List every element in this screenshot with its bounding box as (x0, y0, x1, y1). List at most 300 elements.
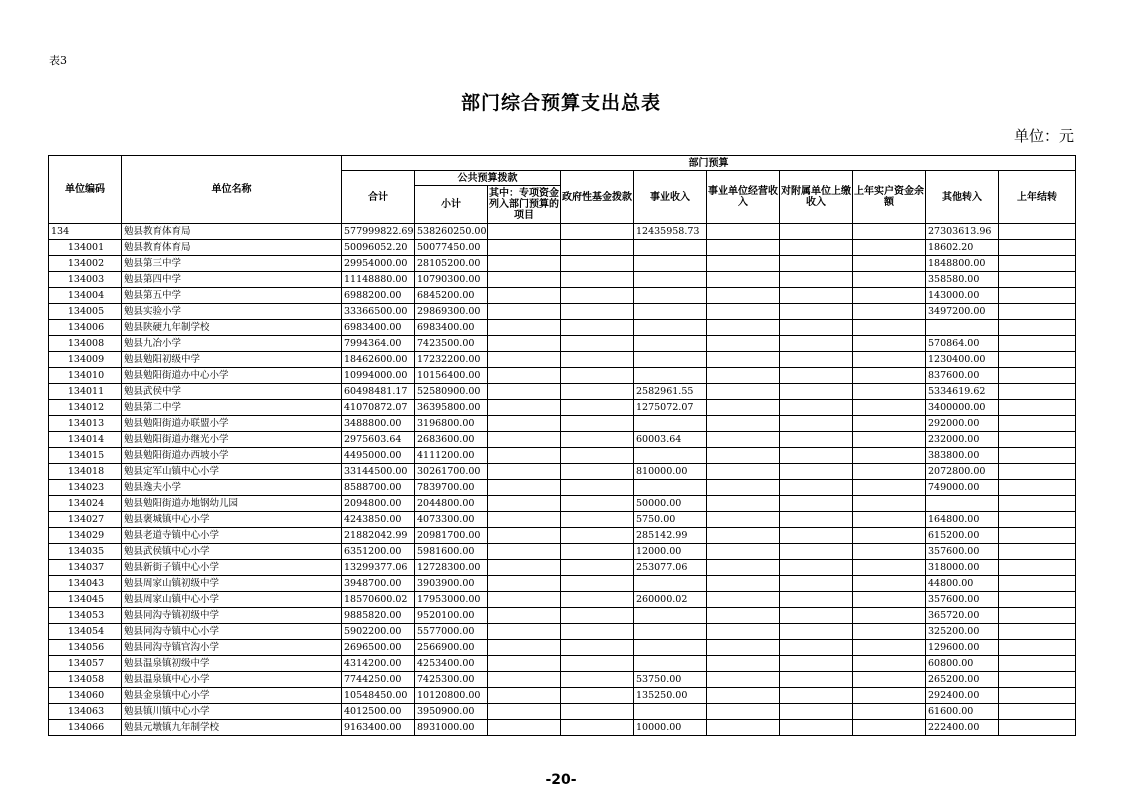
cell-other-transfer: 749000.00 (926, 480, 999, 496)
cell-operating-income (707, 400, 780, 416)
cell-special-fund (488, 528, 561, 544)
table-row (49, 448, 1076, 464)
cell-business-income (634, 304, 707, 320)
cell-business-income (634, 480, 707, 496)
cell-subordinate-income (780, 720, 853, 736)
cell-total: 8588700.00 (342, 480, 415, 496)
table-row (49, 608, 1076, 624)
cell-subtotal: 5981600.00 (415, 544, 488, 560)
cell-name: 勉县镇川镇中心小学 (122, 704, 342, 720)
cell-name: 勉县教育体育局 (122, 224, 342, 240)
cell-prior-balance (853, 496, 926, 512)
header-subordinate-income: 对附属单位上缴收入 (780, 171, 853, 224)
cell-subtotal: 29869300.00 (415, 304, 488, 320)
cell-gov-fund (561, 592, 634, 608)
cell-total: 33366500.00 (342, 304, 415, 320)
cell-operating-income (707, 352, 780, 368)
budget-table (48, 155, 1076, 736)
cell-name: 勉县九冶小学 (122, 336, 342, 352)
cell-prior-balance (853, 528, 926, 544)
table-row (49, 720, 1076, 736)
cell-prior-balance (853, 256, 926, 272)
cell-code: 134005 (49, 304, 122, 320)
cell-prior-carryover (999, 512, 1076, 528)
cell-total: 18570600.02 (342, 592, 415, 608)
cell-special-fund (488, 240, 561, 256)
cell-subordinate-income (780, 368, 853, 384)
cell-code: 134058 (49, 672, 122, 688)
table-row (49, 384, 1076, 400)
cell-gov-fund (561, 240, 634, 256)
cell-code: 134060 (49, 688, 122, 704)
cell-other-transfer: 164800.00 (926, 512, 999, 528)
cell-subtotal: 3196800.00 (415, 416, 488, 432)
table-row (49, 672, 1076, 688)
table-row (49, 496, 1076, 512)
cell-prior-carryover (999, 624, 1076, 640)
cell-gov-fund (561, 576, 634, 592)
table-row (49, 512, 1076, 528)
cell-subtotal: 6983400.00 (415, 320, 488, 336)
cell-prior-balance (853, 464, 926, 480)
cell-subordinate-income (780, 576, 853, 592)
cell-subtotal: 20981700.00 (415, 528, 488, 544)
cell-total: 6351200.00 (342, 544, 415, 560)
cell-special-fund (488, 368, 561, 384)
cell-subtotal: 5577000.00 (415, 624, 488, 640)
cell-prior-balance (853, 544, 926, 560)
cell-prior-carryover (999, 432, 1076, 448)
cell-name: 勉县勉阳街道办地钢幼儿园 (122, 496, 342, 512)
header-other-transfer: 其他转入 (926, 171, 999, 224)
cell-other-transfer: 383800.00 (926, 448, 999, 464)
cell-prior-carryover (999, 640, 1076, 656)
cell-special-fund (488, 256, 561, 272)
header-total: 合计 (342, 171, 415, 224)
cell-gov-fund (561, 544, 634, 560)
cell-subordinate-income (780, 400, 853, 416)
cell-name: 勉县第五中学 (122, 288, 342, 304)
cell-business-income (634, 656, 707, 672)
cell-gov-fund (561, 336, 634, 352)
cell-prior-balance (853, 352, 926, 368)
cell-subordinate-income (780, 352, 853, 368)
cell-name: 勉县新街子镇中心小学 (122, 560, 342, 576)
cell-subtotal: 10156400.00 (415, 368, 488, 384)
cell-prior-carryover (999, 352, 1076, 368)
cell-prior-balance (853, 304, 926, 320)
cell-operating-income (707, 672, 780, 688)
cell-name: 勉县勉阳街道办中心小学 (122, 368, 342, 384)
header-prior-balance: 上年实户资金余额 (853, 171, 926, 224)
cell-special-fund (488, 704, 561, 720)
cell-prior-carryover (999, 400, 1076, 416)
cell-code: 134 (49, 224, 122, 240)
cell-subtotal: 4253400.00 (415, 656, 488, 672)
cell-business-income: 5750.00 (634, 512, 707, 528)
cell-prior-balance (853, 336, 926, 352)
cell-operating-income (707, 656, 780, 672)
cell-code: 134018 (49, 464, 122, 480)
cell-business-income (634, 576, 707, 592)
cell-gov-fund (561, 224, 634, 240)
cell-total: 7994364.00 (342, 336, 415, 352)
cell-special-fund (488, 336, 561, 352)
cell-gov-fund (561, 272, 634, 288)
cell-code: 134006 (49, 320, 122, 336)
cell-operating-income (707, 624, 780, 640)
cell-other-transfer: 1230400.00 (926, 352, 999, 368)
table-row (49, 624, 1076, 640)
cell-special-fund (488, 384, 561, 400)
cell-code: 134056 (49, 640, 122, 656)
cell-business-income: 53750.00 (634, 672, 707, 688)
cell-operating-income (707, 240, 780, 256)
cell-name: 勉县武侯镇中心小学 (122, 544, 342, 560)
cell-operating-income (707, 688, 780, 704)
cell-code: 134024 (49, 496, 122, 512)
cell-business-income: 285142.99 (634, 528, 707, 544)
cell-prior-carryover (999, 720, 1076, 736)
cell-prior-carryover (999, 608, 1076, 624)
cell-prior-balance (853, 608, 926, 624)
cell-subordinate-income (780, 272, 853, 288)
cell-special-fund (488, 672, 561, 688)
cell-subtotal: 52580900.00 (415, 384, 488, 400)
cell-name: 勉县温泉镇中心小学 (122, 672, 342, 688)
table-row (49, 528, 1076, 544)
cell-other-transfer: 44800.00 (926, 576, 999, 592)
cell-code: 134043 (49, 576, 122, 592)
cell-total: 2975603.64 (342, 432, 415, 448)
cell-gov-fund (561, 640, 634, 656)
cell-prior-balance (853, 400, 926, 416)
cell-special-fund (488, 400, 561, 416)
cell-subtotal: 10120800.00 (415, 688, 488, 704)
cell-operating-income (707, 560, 780, 576)
cell-business-income (634, 704, 707, 720)
cell-special-fund (488, 576, 561, 592)
cell-total: 2094800.00 (342, 496, 415, 512)
cell-total: 11148880.00 (342, 272, 415, 288)
cell-prior-carryover (999, 688, 1076, 704)
cell-operating-income (707, 368, 780, 384)
cell-total: 6988200.00 (342, 288, 415, 304)
table-row (49, 640, 1076, 656)
cell-special-fund (488, 496, 561, 512)
cell-business-income: 12435958.73 (634, 224, 707, 240)
cell-business-income: 810000.00 (634, 464, 707, 480)
cell-total: 4495000.00 (342, 448, 415, 464)
cell-special-fund (488, 480, 561, 496)
cell-gov-fund (561, 416, 634, 432)
cell-special-fund (488, 512, 561, 528)
cell-operating-income (707, 448, 780, 464)
cell-total: 3488800.00 (342, 416, 415, 432)
cell-other-transfer: 5334619.62 (926, 384, 999, 400)
cell-subtotal: 4073300.00 (415, 512, 488, 528)
cell-prior-balance (853, 512, 926, 528)
table-row (49, 256, 1076, 272)
cell-special-fund (488, 320, 561, 336)
cell-business-income: 60003.64 (634, 432, 707, 448)
cell-name: 勉县陕硬九年制学校 (122, 320, 342, 336)
cell-name: 勉县勉阳街道办联盟小学 (122, 416, 342, 432)
cell-prior-balance (853, 560, 926, 576)
header-operating-income: 事业单位经营收入 (707, 171, 780, 224)
cell-code: 134045 (49, 592, 122, 608)
header-name: 单位名称 (122, 156, 342, 224)
cell-business-income: 10000.00 (634, 720, 707, 736)
cell-other-transfer: 357600.00 (926, 592, 999, 608)
cell-code: 134008 (49, 336, 122, 352)
cell-prior-balance (853, 640, 926, 656)
cell-gov-fund (561, 512, 634, 528)
cell-total: 10994000.00 (342, 368, 415, 384)
table-row (49, 464, 1076, 480)
cell-total: 3948700.00 (342, 576, 415, 592)
cell-subordinate-income (780, 256, 853, 272)
cell-business-income (634, 240, 707, 256)
cell-other-transfer: 143000.00 (926, 288, 999, 304)
cell-operating-income (707, 416, 780, 432)
cell-subordinate-income (780, 432, 853, 448)
cell-gov-fund (561, 656, 634, 672)
cell-business-income: 1275072.07 (634, 400, 707, 416)
cell-prior-balance (853, 384, 926, 400)
cell-subordinate-income (780, 512, 853, 528)
cell-name: 勉县第二中学 (122, 400, 342, 416)
cell-name: 勉县同沟寺镇官沟小学 (122, 640, 342, 656)
cell-total: 577999822.69 (342, 224, 415, 240)
cell-prior-balance (853, 416, 926, 432)
cell-gov-fund (561, 256, 634, 272)
cell-prior-carryover (999, 496, 1076, 512)
cell-prior-balance (853, 576, 926, 592)
cell-gov-fund (561, 448, 634, 464)
table-label: 表3 (49, 54, 67, 67)
cell-other-transfer: 2072800.00 (926, 464, 999, 480)
cell-prior-carryover (999, 544, 1076, 560)
cell-subtotal: 7839700.00 (415, 480, 488, 496)
cell-total: 5902200.00 (342, 624, 415, 640)
cell-code: 134009 (49, 352, 122, 368)
header-business-income: 事业收入 (634, 171, 707, 224)
cell-subordinate-income (780, 336, 853, 352)
cell-prior-carryover (999, 256, 1076, 272)
cell-gov-fund (561, 624, 634, 640)
cell-subordinate-income (780, 240, 853, 256)
cell-name: 勉县第四中学 (122, 272, 342, 288)
cell-special-fund (488, 416, 561, 432)
header-subtotal: 小计 (415, 186, 488, 224)
table-row (49, 480, 1076, 496)
cell-subtotal: 2566900.00 (415, 640, 488, 656)
cell-prior-carryover (999, 592, 1076, 608)
cell-business-income (634, 368, 707, 384)
cell-gov-fund (561, 384, 634, 400)
cell-business-income: 50000.00 (634, 496, 707, 512)
cell-subordinate-income (780, 480, 853, 496)
cell-prior-carryover (999, 576, 1076, 592)
cell-prior-carryover (999, 672, 1076, 688)
cell-special-fund (488, 464, 561, 480)
cell-code: 134029 (49, 528, 122, 544)
cell-subordinate-income (780, 688, 853, 704)
cell-operating-income (707, 592, 780, 608)
cell-prior-balance (853, 288, 926, 304)
cell-other-transfer: 358580.00 (926, 272, 999, 288)
table-row (49, 576, 1076, 592)
cell-total: 9163400.00 (342, 720, 415, 736)
cell-total: 4243850.00 (342, 512, 415, 528)
cell-special-fund (488, 624, 561, 640)
cell-gov-fund (561, 688, 634, 704)
cell-subtotal: 538260250.00 (415, 224, 488, 240)
cell-business-income (634, 272, 707, 288)
cell-other-transfer: 292400.00 (926, 688, 999, 704)
cell-subtotal: 9520100.00 (415, 608, 488, 624)
cell-subtotal: 10790300.00 (415, 272, 488, 288)
cell-prior-carryover (999, 464, 1076, 480)
table-row (49, 400, 1076, 416)
cell-prior-balance (853, 704, 926, 720)
cell-subordinate-income (780, 384, 853, 400)
cell-gov-fund (561, 720, 634, 736)
cell-business-income (634, 416, 707, 432)
header-code: 单位编码 (49, 156, 122, 224)
cell-subordinate-income (780, 304, 853, 320)
cell-name: 勉县周家山镇初级中学 (122, 576, 342, 592)
cell-special-fund (488, 448, 561, 464)
cell-name: 勉县第三中学 (122, 256, 342, 272)
cell-prior-carryover (999, 288, 1076, 304)
cell-subtotal: 3903900.00 (415, 576, 488, 592)
cell-name: 勉县实验小学 (122, 304, 342, 320)
header-gov-fund: 政府性基金拨款 (561, 171, 634, 224)
table-row (49, 352, 1076, 368)
cell-special-fund (488, 720, 561, 736)
cell-total: 10548450.00 (342, 688, 415, 704)
cell-operating-income (707, 608, 780, 624)
cell-business-income (634, 320, 707, 336)
cell-special-fund (488, 304, 561, 320)
table-row (49, 272, 1076, 288)
cell-other-transfer: 129600.00 (926, 640, 999, 656)
table-row (49, 320, 1076, 336)
cell-operating-income (707, 704, 780, 720)
cell-gov-fund (561, 496, 634, 512)
cell-subordinate-income (780, 320, 853, 336)
cell-prior-carryover (999, 304, 1076, 320)
cell-prior-balance (853, 720, 926, 736)
cell-special-fund (488, 224, 561, 240)
cell-total: 41070872.07 (342, 400, 415, 416)
cell-special-fund (488, 432, 561, 448)
cell-prior-carryover (999, 272, 1076, 288)
cell-gov-fund (561, 432, 634, 448)
cell-total: 21882042.99 (342, 528, 415, 544)
cell-prior-balance (853, 368, 926, 384)
cell-operating-income (707, 336, 780, 352)
cell-gov-fund (561, 704, 634, 720)
cell-name: 勉县金泉镇中心小学 (122, 688, 342, 704)
cell-prior-balance (853, 592, 926, 608)
cell-other-transfer: 570864.00 (926, 336, 999, 352)
cell-subordinate-income (780, 592, 853, 608)
cell-code: 134053 (49, 608, 122, 624)
cell-prior-balance (853, 624, 926, 640)
cell-operating-income (707, 720, 780, 736)
cell-other-transfer: 3497200.00 (926, 304, 999, 320)
table-row (49, 224, 1076, 240)
cell-business-income (634, 336, 707, 352)
cell-gov-fund (561, 368, 634, 384)
cell-gov-fund (561, 320, 634, 336)
cell-special-fund (488, 640, 561, 656)
table-row (49, 656, 1076, 672)
cell-business-income: 135250.00 (634, 688, 707, 704)
cell-business-income (634, 640, 707, 656)
cell-total: 13299377.06 (342, 560, 415, 576)
cell-code: 134035 (49, 544, 122, 560)
cell-other-transfer: 27303613.96 (926, 224, 999, 240)
cell-prior-carryover (999, 384, 1076, 400)
cell-prior-carryover (999, 368, 1076, 384)
cell-business-income: 253077.06 (634, 560, 707, 576)
cell-special-fund (488, 688, 561, 704)
cell-other-transfer: 222400.00 (926, 720, 999, 736)
header-dept-budget: 部门预算 (342, 156, 1076, 171)
header-prior-carryover: 上年结转 (999, 171, 1076, 224)
cell-gov-fund (561, 400, 634, 416)
table-row (49, 704, 1076, 720)
cell-special-fund (488, 544, 561, 560)
cell-other-transfer: 292000.00 (926, 416, 999, 432)
cell-total: 33144500.00 (342, 464, 415, 480)
page-title: 部门综合预算支出总表 (460, 92, 661, 114)
cell-business-income (634, 256, 707, 272)
table-row (49, 544, 1076, 560)
cell-prior-balance (853, 224, 926, 240)
cell-code: 134010 (49, 368, 122, 384)
cell-other-transfer: 3400000.00 (926, 400, 999, 416)
cell-prior-carryover (999, 416, 1076, 432)
cell-code: 134001 (49, 240, 122, 256)
cell-prior-balance (853, 688, 926, 704)
cell-subtotal: 17953000.00 (415, 592, 488, 608)
cell-subordinate-income (780, 416, 853, 432)
cell-subtotal: 6845200.00 (415, 288, 488, 304)
cell-code: 134002 (49, 256, 122, 272)
cell-operating-income (707, 384, 780, 400)
cell-total: 7744250.00 (342, 672, 415, 688)
cell-business-income (634, 288, 707, 304)
cell-name: 勉县武侯中学 (122, 384, 342, 400)
cell-operating-income (707, 640, 780, 656)
cell-subordinate-income (780, 624, 853, 640)
cell-total: 18462600.00 (342, 352, 415, 368)
cell-subordinate-income (780, 656, 853, 672)
cell-code: 134011 (49, 384, 122, 400)
cell-special-fund (488, 352, 561, 368)
table-row (49, 688, 1076, 704)
cell-other-transfer: 357600.00 (926, 544, 999, 560)
cell-subtotal: 7425300.00 (415, 672, 488, 688)
cell-prior-balance (853, 672, 926, 688)
cell-code: 134004 (49, 288, 122, 304)
cell-subordinate-income (780, 704, 853, 720)
